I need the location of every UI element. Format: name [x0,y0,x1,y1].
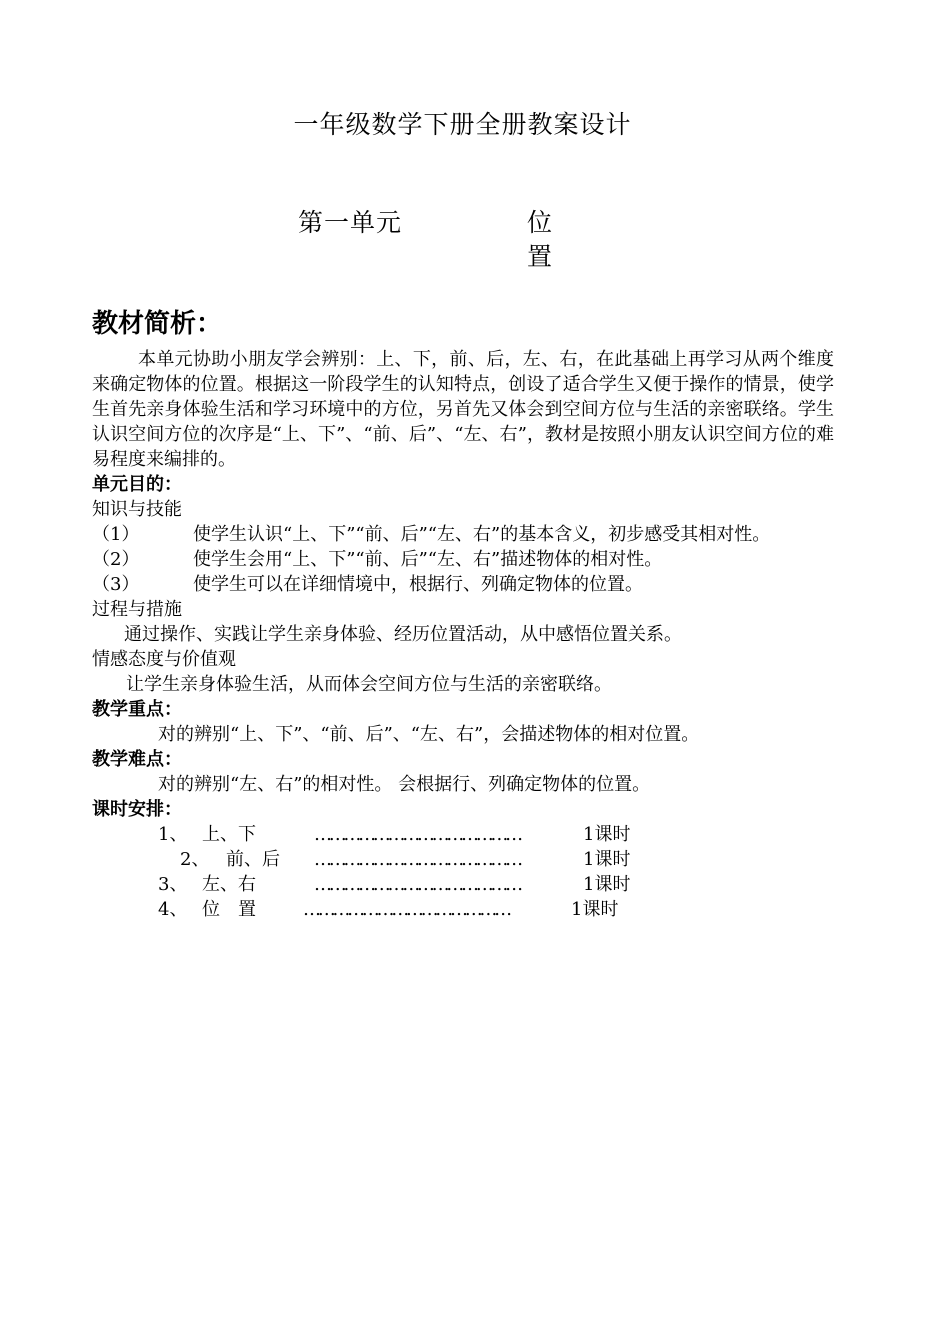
schedule-topic: 前、后 [226,849,280,870]
schedule-topic: 左、右 [202,874,256,895]
schedule-number: 3、 [158,874,188,895]
objective-text: 使学生会用“上、下”“前、后”“左、右”描述物体的相对性。 [193,549,663,570]
process-label: 过程与措施 [92,599,182,620]
objectives-heading: 单元目的： [92,474,182,495]
schedule-dots: …………………………………… [314,849,520,870]
schedule-hours: 1课时 [571,899,619,920]
objective-text: 使学生可以在详细情境中，根据行、列确定物体的位置。 [193,574,643,595]
objective-item [92,547,852,572]
schedule-topic: 位 置 [202,899,256,920]
document-body [92,347,852,922]
process-text: 通过操作、实践让学生亲身体验、经历位置活动，从中感悟位置关系。 [124,624,682,645]
objective-item [92,572,852,597]
schedule-topic: 上、下 [202,824,256,845]
schedule-dots: …………………………………… [314,874,520,895]
key-points-text: 对的辨别“上、下”、“前、后”、“左、右”，会描述物体的相对位置。 [158,724,700,745]
schedule-item [92,897,852,922]
schedule-number: 4、 [158,899,188,920]
objective-number: （1） [92,524,140,545]
schedule-item [92,872,852,897]
schedule-dots: …………………………………… [303,899,509,920]
analysis-heading: 教材简析： [92,309,223,339]
schedule-heading: 课时安排： [92,799,182,820]
objective-item [92,522,852,547]
unit-number: 第一单元 [298,208,403,237]
emotion-label: 情感态度与价值观 [92,649,236,670]
document-title: 一年级数学下册全册教案设计 [293,110,632,139]
unit-name: 位置 [527,208,595,271]
objective-text: 使学生认识“上、下”“前、后”“左、右”的基本含义，初步感受其相对性。 [193,524,771,545]
schedule-number: 1、 [158,824,188,845]
key-points-heading: 教学重点： [92,699,182,720]
difficult-points-heading: 教学难点： [92,749,182,770]
schedule-number: 2、 [180,849,210,870]
difficult-points-text: 对的辨别“左、右”的相对性。 会根据行、列确定物体的位置。 [158,774,651,795]
knowledge-label: 知识与技能 [92,499,182,520]
objective-number: （2） [92,549,140,570]
schedule-hours: 1课时 [583,824,631,845]
analysis-paragraph: 本单元协助小朋友学会辨别：上、下，前、后，左、右，在此基础上再学习从两个维度来确定物体的位置。根据这一阶段学生的认知特点，创设了适合学生又便于操作的情景，使学生首先亲身体验生活和学习环境中的方位，另首先又体会到空间方位与生活的亲密联络。学生认识空间方位的次序是“上、下”、“前、后”、“左、右”，教材是按照小朋友认识空间方位的难易程度来编排的。 [92,349,834,470]
schedule-item [92,847,852,872]
schedule-dots: …………………………………… [314,824,520,845]
schedule-hours: 1课时 [583,874,631,895]
schedule-item [92,822,852,847]
emotion-text: 让学生亲身体验生活，从而体会空间方位与生活的亲密联络。 [126,674,612,695]
schedule-hours: 1课时 [583,849,631,870]
objective-number: （3） [92,574,140,595]
